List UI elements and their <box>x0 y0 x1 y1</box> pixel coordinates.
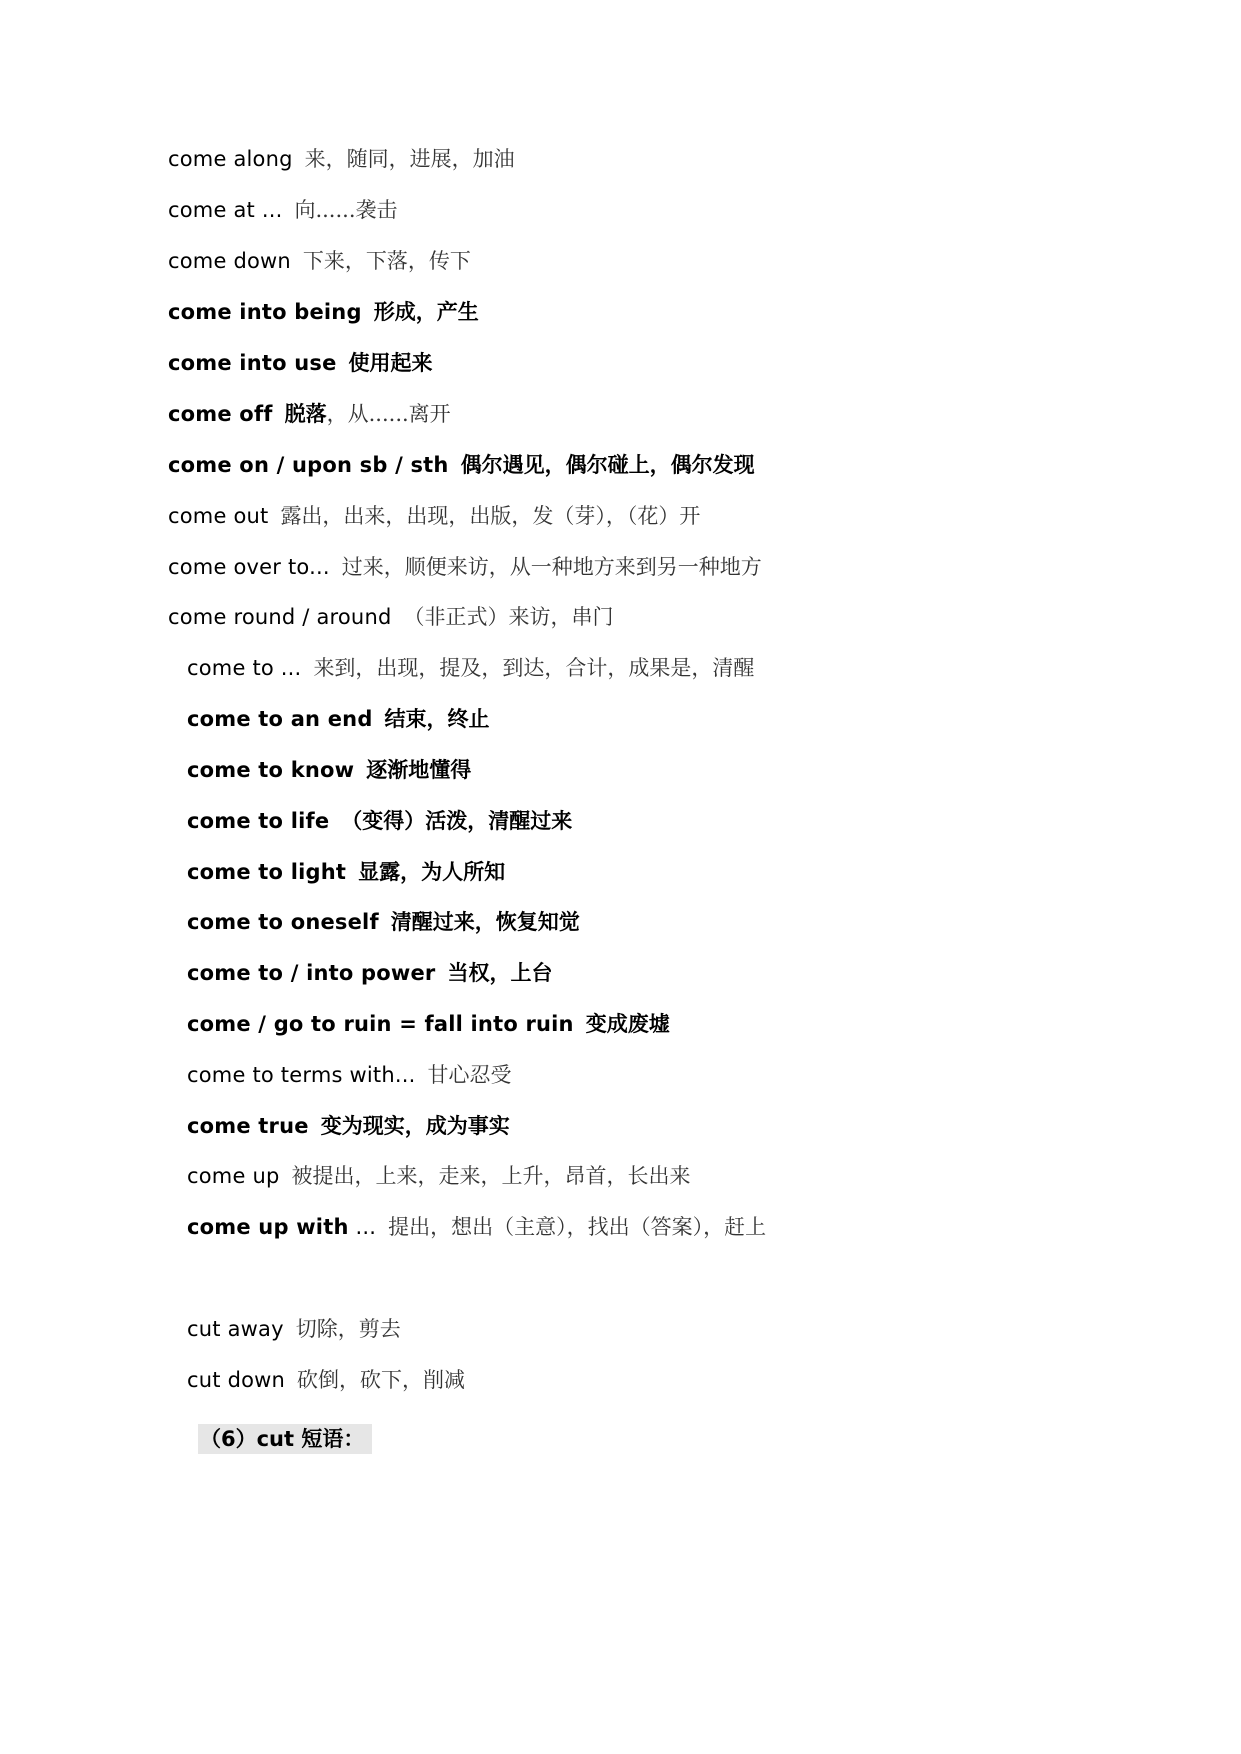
phrase-entry <box>168 502 700 530</box>
phrase-english: come into being <box>168 300 362 324</box>
phrase-entry <box>187 1213 766 1241</box>
phrase-english: cut away <box>187 1317 284 1341</box>
phrase-english: come round / around <box>168 605 392 629</box>
phrase-english: come / go to ruin = fall into ruin <box>187 1012 574 1036</box>
phrase-entry <box>187 1061 511 1089</box>
phrase-english: come at ... <box>168 198 283 222</box>
phrase-english-rest: ... <box>348 1215 377 1239</box>
phrase-english: come over to... <box>168 555 330 579</box>
phrase-english: come into use <box>168 351 337 375</box>
phrase-english: come to life <box>187 809 330 833</box>
phrase-chinese: 被提出，上来，走来，上升，昂首，长出来 <box>291 1164 691 1188</box>
phrase-entry <box>187 1315 401 1343</box>
phrase-entry <box>168 553 762 581</box>
phrase-english: come up <box>187 1164 280 1188</box>
phrase-chinese: 偶尔遇见，偶尔碰上，偶尔发现 <box>460 453 755 477</box>
phrase-chinese: 露出，出来，出现，出版，发（芽），（花）开 <box>280 504 701 528</box>
phrase-chinese: 结束，终止 <box>384 707 490 731</box>
phrase-chinese: 来到，出现，提及，到达，合计，成果是，清醒 <box>313 656 755 680</box>
phrase-english: come down <box>168 249 291 273</box>
phrase-english: come to ... <box>187 656 302 680</box>
phrase-entry <box>168 298 479 326</box>
phrase-english: come on / upon sb / sth <box>168 453 449 477</box>
phrase-entry <box>168 400 451 428</box>
phrase-chinese-rest: ，从......离开 <box>326 402 451 426</box>
phrase-chinese: 砍倒，砍下，削减 <box>297 1368 466 1392</box>
phrase-entry <box>187 807 572 835</box>
phrase-english: come true <box>187 1114 309 1138</box>
phrase-chinese: （非正式）来访，串门 <box>403 605 614 629</box>
phrase-chinese: 提出，想出（主意），找出（答案），赶上 <box>388 1215 767 1239</box>
phrase-entry <box>168 247 471 275</box>
phrase-chinese-bold: 脱落 <box>284 402 327 426</box>
phrase-entry <box>187 1112 510 1140</box>
phrase-english-bold: come up with <box>187 1215 349 1239</box>
phrase-entry <box>187 654 754 682</box>
phrase-chinese: 变成废墟 <box>585 1012 670 1036</box>
phrase-chinese: 形成，产生 <box>373 300 479 324</box>
phrase-chinese: 清醒过来，恢复知觉 <box>390 910 580 934</box>
phrase-chinese: 过来，顺便来访，从一种地方来到另一种地方 <box>341 555 762 579</box>
phrase-english: come along <box>168 147 293 171</box>
phrase-english: come to oneself <box>187 910 379 934</box>
phrase-entry <box>187 1010 670 1038</box>
phrase-chinese: 来，随同，进展，加油 <box>304 147 515 171</box>
phrase-chinese: 变为现实，成为事实 <box>320 1114 510 1138</box>
phrase-entry <box>187 858 505 886</box>
phrase-english: come to know <box>187 758 355 782</box>
phrase-entry <box>187 959 552 987</box>
phrase-english: come to an end <box>187 707 373 731</box>
phrase-entry <box>187 1162 691 1190</box>
phrase-chinese: 使用起来 <box>348 351 433 375</box>
phrase-entry <box>168 349 433 377</box>
phrase-english: come to / into power <box>187 961 436 985</box>
phrase-chinese: 甘心忍受 <box>427 1063 512 1087</box>
phrase-chinese: 当权，上台 <box>447 961 553 985</box>
phrase-chinese: 显露，为人所知 <box>358 860 506 884</box>
phrase-entry <box>168 603 613 631</box>
phrase-chinese <box>285 402 451 426</box>
phrase-chinese: 切除，剪去 <box>295 1317 401 1341</box>
phrase-english <box>187 1215 376 1239</box>
phrase-entry <box>187 705 490 733</box>
phrase-entry <box>168 451 755 479</box>
phrase-english: come off <box>168 402 273 426</box>
phrase-entry <box>187 1366 465 1394</box>
phrase-english: cut down <box>187 1368 286 1392</box>
phrase-entry <box>168 145 515 173</box>
phrase-english: come out <box>168 504 269 528</box>
phrase-chinese: 下来，下落，传下 <box>302 249 471 273</box>
phrase-chinese: 向......袭击 <box>294 198 398 222</box>
phrase-english: come to terms with... <box>187 1063 416 1087</box>
phrase-english: come to light <box>187 860 347 884</box>
phrase-entry <box>187 756 471 784</box>
phrase-chinese: 逐渐地懂得 <box>366 758 472 782</box>
phrase-entry <box>168 196 398 224</box>
phrase-entry <box>187 908 580 936</box>
phrase-chinese: （变得）活泼，清醒过来 <box>341 809 573 833</box>
section-heading-cut: （6）cut 短语： <box>198 1424 372 1454</box>
